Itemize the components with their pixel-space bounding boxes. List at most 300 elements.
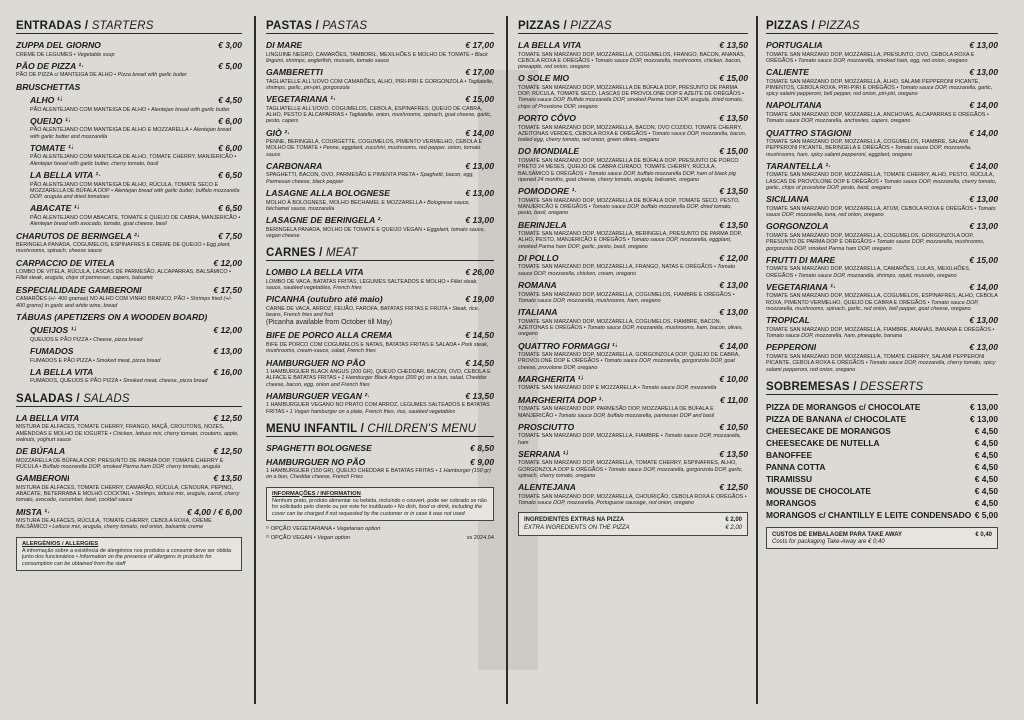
item-price: € 13,00 [969,342,998,353]
item-description: PÃO ALENTEJANO COM MANTEIGA DE ALHO, RÚCULA, TOMATE SECO E MOZZARELLA DE BÚFALA DOP • Alentejan bread with garlic butter, buffalo mozzarella DOP, arugula and dried tomatoes [30,181,240,201]
section-title: SALADAS [16,392,73,405]
item-name: POMODORE ¹⁾ [518,186,577,197]
item-price: € 6,50 [218,203,242,214]
item-description-en: Tomato sauce DOP, mozzarella [641,385,717,392]
desserts-list [766,401,998,521]
item-description-en: Pizza bread with garlic butter [117,72,187,79]
divider [254,16,256,704]
item-description: BIFE DE PORCO COM COGUMELOS E NATAS, BATATAS FRITAS E SALADA • Pork steak, mushrooms, cream-sauce, salad, French fries [266,341,489,355]
item-price: € 15,00 [465,94,494,105]
section-infantil: MENU INFANTIL / CHILDREN'S MENU [266,423,494,437]
item-price: € 13,00 [213,346,242,357]
item-name: PORTUGALIA [766,40,823,50]
item-description-pt: TOMATE SAN MARZANO DOP, MOZZARELLA, ATUM, CEBOLA ROXA E ORÉGÃOS [766,205,973,212]
item-price: € 4,00 / € 6,00 [187,506,242,517]
menu-item [16,258,242,282]
menu-item [766,161,998,191]
item-description-pt: TOMATE SAN MARZANO DOP, MOZZARELLA, FIAMBRE, ANANÁS, BANANA E ORÉGÃOS [766,326,991,333]
packaging-price: € 0,40 [975,531,992,538]
menu-item [266,161,494,185]
item-name: LOMBO LA BELLA VITA [266,267,364,278]
item-description-en: Alentejan bread with garlic butter and mozzarella [30,127,232,140]
item-name: DI POLLO [518,252,559,263]
menu-item [766,40,998,64]
item-description-pt: BIFE DE PORCO COM COGUMELOS E NATAS, BATATAS FRITAS E SALADA [266,341,457,348]
item-price: € 13,50 [719,40,748,50]
section-title: PIZZAS [766,20,809,32]
item-description: TOMATE SAN MARZANO DOP, MOZZARELLA, ALHO, SALAMI PEPPERONI PICANTE, PIMENTOS, CEBOLA ROXA, PIRI-PIRI E ORÉGÃOS • Tomato sauce DOP, mozzarella, garlic, spicy salami pepperoni, bell pepper, red onion, piri-piri, oregano [766,78,993,98]
item-name: PÃO DE PIZZA ¹⁾ [16,60,84,71]
menu-item [766,128,998,158]
item-name: CALIENTE [766,67,809,78]
item-description-pt: TOMATE SAN MARZANO DOP, MOZZARELLA, CHOURIÇÃO, CEBOLA ROXA E ORÉGÃOS [518,493,744,500]
menu-item [518,280,748,304]
item-description-pt: TOMATE SAN MARZANO DOP, MOZZARELLA, BACON, OVO COZIDO, TOMATE CHERRY, AZEITONAS VERDES, CEBOLA ROXA E ORÉGÃOS [518,124,742,137]
item-description-pt: TOMATE SAN MARZANO DOP, MOZZARELLA, TOMATE CHERRY, SALAMI PEPPERONI PICANTE, CEBOLA ROXA E ORÉGÃOS [766,353,985,367]
divider [506,16,508,704]
item-description-en: Smoked meat, cheese, pizza bread [122,378,208,385]
section-subtitle: PASTAS [322,20,368,32]
item-name: PEPPERONI [766,342,817,353]
item-name: TOMATE ¹⁾ [30,142,73,153]
item-description-pt: BERINGELA PANADA, MOLHO DE TOMATE E QUEIJO VEGAN [266,226,422,233]
menu-item [16,473,242,503]
item-name: CHARUTOS DE BERINGELA ²⁾ [16,230,139,241]
section-subtitle: SALADS [83,392,130,405]
item-description-pt: 1 HAMBURGUER (150 GR), QUEIJO CHEDDAR E BATATAS FRITAS [266,468,435,475]
item-name: FRUTTI DI MARE [766,254,836,265]
item-description-pt: TOMATE SAN MARZANO DOP, MOZZARELLA, COGUMELOS, GORGONZOLA DOP, PRESUNTO DE PARMA DOP E ORÉGÃOS [766,232,974,246]
item-description-pt: TOMATE SAN MARZANO DOP, MOZZARELLA, FIAMBRE [518,433,660,440]
item-price: € 17,00 [465,40,494,50]
item-description: TOMATE SAN MARZANO DOP, MOZZARELLA, COGUMELOS, FRANGO, BACON, ANANÁS, CEBOLA ROXA E ORÉGÃOS • Tomato sauce DOP, mozzarella, mushrooms, chicken, bacon, pineapple, red onion, oregano [518,51,746,71]
item-name: ROMANA [518,280,557,291]
dessert-item [766,425,998,437]
packaging-label: CUSTOS DE EMBALAGEM PARA TAKE AWAY [772,531,903,538]
item-description-en: Alentejan bread with garlic butter, buffalo mozzarella DOP, arugula and dried tomatoes [30,187,240,201]
item-price: € 14,00 [465,127,494,138]
item-description-pt: TOMATE SAN MARZANO DOP, MOZZARELLA, COGUMELOS, ESPINAFRES, ALHO, CEBOLA ROXA, PIMENTO VERMELHO, QUEIJO DE CABRA E ORÉGÃOS [766,293,998,306]
item-price: € 15,00 [969,254,998,265]
dessert-item [766,485,998,497]
item-price: € 13,00 [969,67,998,78]
dessert-item [766,449,998,461]
item-description-en: Tomato sauce DOP, mozzarella, mushrooms, ham, spicy salami pepperoni, eggplant, oregano [766,145,972,158]
item-description-pt: TAGLIATELLE ALL'UOVO, COGUMELOS, CEBOLA, ESPINAFRES, QUEIJO DE CABRA, ALHO, PESTO E ALCAPARRAS [266,105,483,118]
item-description-pt: PÃO DE PIZZA c/ MANTEIGA DE ALHO [16,72,113,79]
item-description-en: 1 Hamburger (150 gr) on a bun, Cheddar cheese, French Fries [266,468,491,481]
item-description-en: Tomato sauce DOP, mozzarella, cherry tomato, spicy salami pepperoni, red onion, oregano [766,360,996,373]
item-price: € 14,00 [719,340,748,351]
item-description-en: Tomato sauce DOP, mozzarella, eggplant, smoked Parma ham DOP, garlic, pesto, basil, oregano [518,237,732,250]
vegetarian-option-en: Vegetarian option [336,525,381,532]
item-price: € 14,50 [465,330,494,341]
allergies-title: ALERGÉNIOS / ALLERGIES [22,540,99,547]
item-description-en: Tomato sauce DOP, mozzarella, smoked ham, egg, red onion, oregano [798,57,968,64]
item-price: € 13,50 [719,448,748,459]
item-description: TOMATE SAN MARZANO DOP, MOZZARELLA, COGUMELOS, FIAMBRE E ORÉGÃOS • Tomato sauce DOP, mozzarella, mushrooms, ham, oregano [518,291,735,304]
dessert-item [766,413,998,425]
item-price: € 14,50 [465,357,494,368]
item-description: PÃO ALENTEJANO COM MANTEIGA DE ALHO, TOMATE CHERRY, MANJERICÃO • Alentejan bread with garlic butter, cherry tomato, basil [30,154,237,167]
item-description-en: Cheese, pizza bread [93,336,143,343]
item-description: MOZZARELLA DE BÚFALA DOP, PRESUNTO DE PARMA DOP, TOMATE CHERRY E RÚCULA • Buffalo mozzarella DOP, smoked Parma ham DOP, cherry tomato, arugula [16,457,224,470]
item-description-pt: PENNE, BERINGELA, COURGETTE, COGUMELOS, PIMENTO VERMELHO, CEBOLA E MOLHO DE TOMATE [266,139,483,152]
item-description-pt: TAGLIATELLE ALL'UOVO COM CAMARÕES, ALHO, PIRI-PIRI E GORGONZOLA [266,78,464,85]
dessert-name: MORANGOS [766,497,817,508]
item-description-en: Tomato sauce DOP, mozzarella, anchovies, capers, oregano [766,118,911,125]
item-description-en: Tomato sauce DOP, mozzarella, tuna, red onion, oregano [766,205,996,219]
section-pastas: PASTAS / PASTAS [266,20,494,34]
item-description-pt: TOMATE SAN MARZANO DOP, MOZZARELLA, COGUMELOS, FIAMBRE E ORÉGÃOS [518,291,732,298]
menu-item [766,67,998,97]
section-pizzas-2: PIZZAS / PIZZAS [766,20,998,34]
item-description-pt: CREME DE LEGUMES [16,51,73,58]
item-description-pt: MOZZARELLA DE BÚFALA DOP, PRESUNTO DE PARMA DOP, TOMATE CHERRY E RÚCULA [16,457,224,470]
item-description-pt: MISTURA DE ALFACES, TOMATE CHERRY, FRANGO, MAÇÃ, CROUTONS, NOZES, AMÊNDOAS E MOLHO DE IOGURTE [16,424,225,437]
item-description-en: Pork steak, mushrooms, cream-sauce, salad, French fries [266,341,489,355]
menu-item [266,267,494,291]
menu-item [16,446,242,470]
item-description-pt: TOMATE SAN MARZANO DOP, MOZZARELLA, TOMATE CHERRY, ESPINAFRES, ALHO, GORGONZOLA DOP E ORÉGÃOS [518,460,737,473]
item-description-pt: TOMATE SAN MARZANO DOP, MOZZARELLA, ANCHOVAS, ALCAPARRAS E ORÉGÃOS [766,111,986,118]
item-description-pt: TOMATE SAN MARZANO DOP, MOZZARELLA, TOMATE CHERRY, ALHO, PESTO, RÚCULA, LASCAS DE PROVOLONE DOP E ORÉGÃOS [766,172,994,185]
item-description-pt: TOMATE SAN MARZANO DOP, MOZZARELLA, COGUMELOS, FRANGO, BACON, ANANÁS, CEBOLA ROXA E ORÉGÃOS [518,51,746,64]
item-price: € 6,50 [218,170,242,181]
item-name: HAMBURGUER NO PÃO [266,456,366,467]
item-name: HAMBURGUER NO PÃO [266,357,366,368]
item-name: QUEIJO ¹⁾ [30,115,70,126]
item-description: MISTURA DE ALFACES, TOMATE CHERRY, FRANGO, MAÇÃ, CROUTONS, NOZES, AMÊNDOAS E MOLHO DE IOGURTE • Chicken, lettuce mix, cherry tomato, croutons, apple, walnuts, yoghurt sauce [16,424,239,443]
item-description: TOMATE SAN MARZANO DOP, MOZZARELLA, TOMATE CHERRY, ESPINAFRES, ALHO, GORGONZOLA DOP E ORÉGÃOS • Tomato sauce DOP, mozzarella, gorgonzola DOP, garlic, spinach, cherry tomato, oregano [518,460,743,479]
menu-item [266,128,494,158]
section-carnes: CARNES / MEAT [266,247,494,261]
item-description-en: Tomato sauce DOP, buffalo mozzarella DOP, ham of black pig ripened 24 months, goat cheese, cherry tomato, arugula, balsamic, oregano [518,170,736,183]
menu-item [16,367,242,385]
item-description-en: Tomato sauce DOP, mozzarella, Portuguese sausage, red onion, oregano [518,500,694,507]
dessert-price: € 4,50 [974,425,998,436]
menu-item [16,170,242,200]
column-3 [518,14,748,714]
item-description-en: Tomato sauce DOP, mozzarella, ham, pineapple, banana [766,333,903,340]
section-subtitle: STARTERS [91,20,154,32]
item-description: QUEIJOS E PÃO PIZZA • Cheese, pizza bread [30,336,143,343]
item-description: MISTURA DE ALFACES, RÚCULA, TOMATE CHERRY, CEBOLA ROXA, CREME BALSÂMICO • Lettuce mix, arugula, cherry tomato, red onion, balsamic creme [16,518,212,531]
item-description: LOMBO DE VITELA, RÚCULA, LASCAS DE PARMESÃO, ALCAPARRAS, BALSÂMICO • Fillet steak, arugula, chips of parmesan, capers, balsamic [16,269,231,282]
menu-item [518,374,748,392]
menu-item [266,358,494,388]
item-description: 1 HAMBURGUER BLACK ANGUS (200 GR), QUEIJO CHEDDAR, BACON, OVO, CEBOLA E ALFACE E BATATAS FRITAS • 1 Hamburger Black Angus (200 gr) on a bun, salad, Cheddar cheese, bacon, egg, onion and French fries [266,369,491,388]
item-description-pt: TOMATE SAN MARZANO DOP, MOZZARELLA, COGUMELOS, FIAMBRE, SALAMI PEPPERONI PICANTE, BERINGELA E ORÉGÃOS [766,139,969,152]
item-description: PÃO ALENTEJANO COM ABACATE, TOMATE E QUEIJO DE CABRA, MANJERICÃO • Alentejan bread with avocado, tomato, goat cheese, basil [30,214,241,228]
packaging-label-en: Costs for packaging Take-Away are € 0,40 [772,538,885,545]
item-name: HAMBURGUER VEGAN ²⁾ [266,390,370,401]
item-description-pt: PÃO ALENTEJANO COM MANTEIGA DE ALHO [30,106,147,113]
item-price: € 13,50 [719,186,748,197]
item-price: € 14,00 [969,100,998,111]
item-name: GORGONZOLA [766,221,829,232]
menu-item [518,449,748,479]
dessert-item [766,461,998,473]
section-subtitle: MEAT [325,247,358,260]
item-name: GIÒ ²⁾ [266,127,290,138]
item-description-pt: MOLHO À BOLOGNESE, MOLHO BECHAMEL E MOZZARELLA [266,199,423,206]
column-4 [766,14,998,714]
dessert-name: MORANGOS c/ CHANTILLY E LEITE CONDENSADO [766,509,972,520]
item-price: € 17,00 [465,67,494,78]
item-description: TOMATE SAN MARZANO DOP, MOZZARELLA, FIAMBRE • Tomato sauce DOP, mozzarella, ham [518,433,741,446]
item-description-en: Smoked meat, pizza bread [96,357,161,364]
item-description: 1 HAMBURGUER (150 GR), QUEIJO CHEDDAR E BATATAS FRITAS • 1 Hamburger (150 gr) on a bun, Cheddar cheese, French Fries [266,468,491,481]
item-description-en: Tomato sauce DOP, mozzarella, bacon, boiled egg, cherry tomato, red onion, green olives, oregano [518,130,747,144]
item-description-en: Tomato sauce DOP, buffalo mozzarella DOP, dried tomato, pesto, basil, oregano [518,203,732,217]
menu-item [518,220,748,250]
item-name: GAMBERONI [16,473,70,484]
item-description-pt: BERINGELA PANADA, COGUMELOS, ESPINAFRES E CREME DE QUEIJO [16,242,202,249]
item-description: TOMATE SAN MARZANO DOP, MOZZARELLA, CHOURIÇÃO, CEBOLA ROXA E ORÉGÃOS • Tomato sauce DOP, mozzarella, Portuguese sausage, red onion, oregano [518,493,747,507]
extras-label-en: EXTRA INGREDIENTS ON THE PIZZA [524,525,630,532]
section-pizzas-1: PIZZAS / PIZZAS [518,20,748,34]
item-price: € 9,00 [470,456,494,467]
menu-item [518,186,748,216]
dessert-price: € 4,50 [974,437,998,448]
item-description: TOMATE SAN MARZANO DOP, MOZZARELLA, COGUMELOS, FIAMBRE, BACON, AZEITONAS E ORÉGÃOS • Tomato sauce DOP, mozzarella, mushrooms, ham, bacon, olives, oregano [518,318,744,338]
menu-item [766,282,998,312]
item-name: LA BELLA VITA [16,412,80,423]
item-name: LA BELLA VITA [30,366,94,377]
item-price: € 11,00 [719,394,748,405]
item-description-pt: QUEIJOS E PÃO PIZZA [30,336,89,343]
item-description-pt: TOMATE SAN MARZANO DOP, MOZZARELLA, FRANGO, NATAS E ORÉGÃOS [518,264,713,271]
dessert-price: € 4,50 [974,449,998,460]
item-price: € 13,50 [213,473,242,484]
item-description: TOMATE SAN MARZANO DOP, MOZZARELLA, COGUMELOS, ESPINAFRES, ALHO, CEBOLA ROXA, PIMENTO VERMELHO, QUEIJO DE CABRA E ORÉGÃOS • Tomato sauce DOP, mozzarella, mushrooms, spinach, garlic, red onion, bell pepper, goat cheese, oregano [766,293,998,313]
entradas-list [16,40,242,385]
menu-item [266,188,494,212]
item-description-pt: TOMATE SAN MARZANO DOP, MOZZARELLA, CAMARÕES, LULAS, MEXILHÕES, ORÉGÃOS [766,266,971,279]
item-description: TOMATE SAN MARZANO DOP, MOZZARELLA, COGUMELOS, FIAMBRE, SALAMI PEPPERONI PICANTE, BERINGELA E ORÉGÃOS • Tomato sauce DOP, mozzarella, mushrooms, ham, spicy salami pepperoni, eggplant, oregano [766,139,972,158]
menu-item [518,341,748,371]
item-description-en: Alentejan bread with garlic butter [151,106,230,113]
item-price: € 12,50 [213,412,242,423]
item-description: TAGLIATELLE ALL'UOVO COM CAMARÕES, ALHO, PIRI-PIRI E GORGONZOLA • Tagliatelle, shrimps, garlic, piri-piri, gorgonzola [266,78,494,91]
saladas-list [16,413,242,531]
item-description-en: Penne, eggplant, zucchini, mushrooms, red pepper, onion, tomato sauce [266,145,481,158]
item-name: BIFE DE PORCO ALLA CREMA [266,330,393,341]
menu-item [266,94,494,124]
vegetarian-option-label: OPÇÃO VEGETARIANA [270,525,332,532]
menu-item [766,255,998,279]
item-name: VEGETARIANA ¹⁾ [266,94,335,105]
item-description-en: Spaghetti, bacon, egg, Parmesan cheese, black pepper [266,172,474,185]
item-name: ABACATE ¹⁾ [30,203,79,214]
menu-item [16,346,242,364]
item-price: € 26,00 [465,267,494,278]
item-description-pt: LINGUINE NEGRO, CAMARÕES, TAMBORIL, MEXILHÕES E MOLHO DE TOMATE [266,51,470,58]
dessert-name: CHEESECAKE DE NUTELLA [766,437,880,448]
item-description-pt: CARNE DE VACA, ARROZ, FEIJÃO, FAROFA, BATATAS FRITAS E FRUTA [266,305,448,312]
item-description: PENNE, BERINGELA, COURGETTE, COGUMELOS, PIMENTO VERMELHO, CEBOLA E MOLHO DE TOMATE • Penne, eggplant, zucchini, mushrooms, red pepper, onion, tomato sauce [266,139,483,158]
item-name: PICANHA (outubro até maio) [266,294,383,305]
extras-box [518,512,748,536]
item-description-pt: TOMATE SAN MARZANO DOP, MOZZARELLA, BERINGELA, PRESUNTO DE PARMA DOP, ALHO, PESTO, MANJERICÃO E ORÉGÃOS [518,231,743,244]
item-price: € 13,00 [969,194,998,205]
menu-item [518,73,748,110]
section-saladas: SALADAS / SALADS [16,393,242,407]
item-description-en: Tomato sauce DOP, mozzarella, cherry tomato, garlic, chips of provolone DOP, pesto, basil, oregano [766,178,997,192]
menu-item [16,231,242,255]
section-title: MENU INFANTIL [266,423,358,436]
item-description: TOMATE SAN MARZANO DOP, MOZZARELLA DE BÚFALA DOP, PRESUNTO DE PARMA DOP, RÚCULA, TOMATE SECO, LASCAS DE PROVOLONE DOP E AZEITE DE ORÉGÃOS • Tomato sauce DOP, Buffalo mozzarella DOP, smoked Parma ham DOP, arugula, dried tomato, chips of Provolone DOP, oregano [518,84,745,110]
dessert-price: € 13,00 [970,413,998,424]
item-price: € 19,00 [465,294,494,305]
pastas-list [266,40,494,239]
infantil-list [266,443,494,481]
information-text: Nenhum prato, produto alimentar ou bebida, incluindo o couvert, pode ser cobrado se não for solicitado pelo cliente ou por este for inutilizado [272,497,487,511]
item-description-pt: TOMATE SAN MARZANO DOP, MOZZARELLA, GORGONZOLA DOP, QUEIJO DE CABRA, PROVOLONE DOP E ORÉGÃOS [518,352,740,365]
menu-item [766,315,998,339]
item-description-pt: TOMATE SAN MARZANO DOP E MOZZARELLA [518,385,637,392]
section-sobremesas: SOBREMESAS / DESSERTS [766,381,998,395]
menu-item [266,40,494,64]
menu-item [766,100,998,124]
item-name: VEGETARIANA ¹⁾ [766,281,835,292]
item-description-pt: TOMATE SAN MARZANO DOP, MOZZARELLA, ALHO, SALAMI PEPPERONI PICANTE, PIMENTOS, CEBOLA ROXA, PIRI-PIRI E ORÉGÃOS [766,78,980,91]
item-description-pt: FUMADOS, QUEIJOS E PÃO PIZZA [30,378,119,385]
dessert-name: PIZZA DE MORANGOS c/ CHOCOLATE [766,401,921,412]
section-title: PASTAS [266,20,313,32]
item-description-en: Tomato sauce DOP, mozzarella, garlic, spicy salami pepperoni, bell pepper, red onion, piri-piri, oregano [766,84,993,98]
item-price: € 14,00 [969,281,998,292]
menu-item [518,253,748,277]
item-price: € 13,50 [719,113,748,124]
item-description-en: Tomato sauce DOP, mozzarella, chicken, cream, oregano [518,264,736,277]
item-description-en: Tomato sauce DOP, mozzarella, mushrooms, ham, bacon, olives, oregano [518,324,744,338]
item-description-en: Tomato sauce DOP, mozzarella, shrimps, squid, mussels, oregano [798,272,957,279]
item-description-en: Tomato sauce DOP, mozzarella, gorgonzola DOP, goat cheese, provolone DOP, oregano [518,358,735,371]
menu-item [16,143,242,167]
item-note: (Picanha available from October till May) [266,319,393,327]
dessert-item [766,497,998,509]
menu-item [16,61,242,79]
item-name: CARPACCIO DE VITELA [16,257,115,268]
menu-item [16,507,242,531]
menu-item [518,422,748,446]
section-title: SOBREMESAS [766,380,850,393]
item-description: TOMATE SAN MARZANO DOP, MOZZARELLA, BACON, OVO COZIDO, TOMATE CHERRY, AZEITONAS VERDES, CEBOLA ROXA E ORÉGÃOS • Tomato sauce DOP, mozzarella, bacon, boiled egg, cherry tomato, red onion, green olives, oregano [518,124,747,144]
item-name: BRUSCHETTAS [16,81,81,92]
item-description-en: Tomato sauce DOP, Buffalo mozzarella DOP, smoked Parma ham DOP, arugula, dried tomato, chips of Provolone DOP, oregano [518,97,744,110]
item-name: LASAGNE DE BERINGELA ²⁾ [266,215,383,226]
item-name: FUMADOS [30,346,74,357]
item-description: TOMATE SAN MARZANO DOP, MOZZARELLA, COGUMELOS, GORGONZOLA DOP, PRESUNTO DE PARMA DOP E ORÉGÃOS • Tomato sauce DOP, mozzarella, mushrooms, gorgonzola DOP, smoked Parma ham DOP, oregano [766,232,985,252]
item-price: € 6,00 [218,142,242,153]
item-description: FUMADOS E PÃO PIZZA • Smoked meat, pizza bread [30,357,161,364]
item-description-en: 1 Hamburger Black Angus (200 gr) on a bun, salad, Cheddar cheese, bacon, egg, onion and French fries [266,375,487,388]
item-description: TOMATE SAN MARZANO DOP, MOZZARELLA, FIAMBRE, ANANÁS, BANANA E ORÉGÃOS • Tomato sauce DOP, mozzarella, ham, pineapple, banana [766,326,995,340]
dessert-price: € 4,50 [974,473,998,484]
item-description: MOLHO À BOLOGNESE, MOLHO BECHAMEL E MOZZARELLA • Bolognese sauce, béchamel sauce, mozzarella [266,199,470,212]
item-description: TOMATE SAN MARZANO DOP, PARMESÃO DOP, MOZZARELLA DE BÚFALA E MANJERICÃO • Tomato sauce DOP, buffalo mozzarella, parmesan DOP and basil [518,406,715,419]
menu-item [518,395,748,419]
item-description-en: Alentejan bread with avocado, tomato, goat cheese, basil [30,221,167,228]
item-description-pt: MISTURA DE ALFACES, RÚCULA, TOMATE CHERRY, CEBOLA ROXA, CREME BALSÂMICO [16,518,212,531]
section-title: ENTRADAS [16,20,82,32]
item-description-en: Buffalo mozzarella DOP, smoked Parma ham DOP, cherry tomato, arugula [42,463,221,470]
section-subtitle: CHILDREN'S MENU [367,423,477,436]
item-name: QUATTRO FORMAGGI ¹⁾ [518,340,617,351]
dessert-name: BANOFFEE [766,449,813,460]
menu-item [16,95,242,113]
dessert-name: CHEESECAKE DE MORANGOS [766,425,891,436]
item-description-en: Tomato sauce DOP, buffalo mozzarella, parmesan DOP and basil [558,412,715,419]
item-price: € 5,00 [218,60,242,71]
item-description: LINGUINE NEGRO, CAMARÕES, TAMBORIL, MEXILHÕES E MOLHO DE TOMATE • Black linguini, shrimps, anglerfish, mussels, tomato sauce [266,51,488,64]
item-description-pt: 1 HAMBURGUER BLACK ANGUS (200 GR), QUEIJO CHEDDAR, BACON, OVO, CEBOLA E ALFACE E BATATAS FRITAS [266,369,491,382]
item-name: NAPOLITANA [766,100,822,111]
vegan-option-en: Vegan option [317,534,350,541]
item-name: PROSCIUTTO [518,421,575,432]
item-price: € 13,00 [465,215,494,226]
item-description-pt: PÃO ALENTEJANO COM MANTEIGA DE ALHO, RÚCULA, TOMATE SECO E MOZZARELLA DE BÚFALA DOP [30,181,219,194]
item-price: € 13,50 [719,219,748,230]
extras-price: € 2,00 [725,517,742,524]
menu-item [16,312,242,323]
item-name: CARBONARA [266,160,323,171]
item-name: ALHO ¹⁾ [30,95,62,106]
item-description: MISTURA DE ALFACES, TOMATE CHERRY, CAMARÃO, RÚCULA, CENOURA, PEPINO, ABACATE, BETERRABA E MOLHO COCKTAIL • Shrimps, lettuce mix, arugula, carrot, cherry tomato, avocado, cucumber, beet, cocktail sauce [16,484,240,504]
item-description-en: Fillet steak, arugula, chips of parmesan, capers, balsamic [16,275,154,282]
item-name: ITALIANA [518,307,558,318]
menu-item [266,67,494,91]
item-price: € 13,00 [465,160,494,171]
item-description: TOMATE SAN MARZANO DOP, MOZZARELLA, ATUM, CEBOLA ROXA E ORÉGÃOS • Tomato sauce DOP, mozzarella, tuna, red onion, oregano [766,205,996,219]
menu-item [266,457,494,481]
menu-item [266,215,494,239]
item-description: 1 HAMBURGUER VEGANO NO PRATO COM ARROZ, LEGUMES SALTEADOS E BATATAS FRITAS • 1 Vegan hamburger on a plate, French fries, rice, sautéed vegetables [266,402,490,415]
item-price: € 14,00 [969,160,998,171]
item-name: BERINJELA [518,219,567,230]
item-description-en: Tomato sauce DOP, mozzarella, mushrooms, spinach, garlic, red onion, bell pepper, goat cheese, oregano [766,299,979,313]
item-description-pt: TOMATE SAN MARZANO DOP, MOZZARELLA DE BÚFALA DOP, TOMATE SECO, PESTO, MANJERICÃO E ORÉGÃOS [518,197,740,210]
item-description: PÃO ALENTEJANO COM MANTEIGA DE ALHO • Alentejan bread with garlic butter [30,106,230,113]
allergies-box: ALERGÉNIOS / ALLERGIES A informação sobre a existência de alergénios nos produtos a consumir deve ser obtida junto dos funcionários • Information on the presence of allergens in products for consumption can be obtained from the staff [16,537,242,571]
item-name: LA BELLA VITA ¹⁾ [30,170,101,181]
item-description: PÃO ALENTEJANO COM MANTEIGA DE ALHO E MOZZARELLA • Alentejan bread with garlic butter and mozzarella [30,127,232,140]
item-price: € 13,00 [719,280,748,291]
item-price: € 8,50 [470,443,494,454]
item-description-en: Shrimps fried (+/- 400 grams) in garlic and white wine, bread [16,296,232,309]
menu-item [518,482,748,506]
item-description: TAGLIATELLE ALL'UOVO, COGUMELOS, CEBOLA, ESPINAFRES, QUEIJO DE CABRA, ALHO, PESTO E ALCAPARRAS • Tagliatelle, onion, mushrooms, spinach, goat cheese, garlic, pesto, capers [266,105,492,125]
item-description-pt: SPAGHETTI, BACON, OVO, PARMESÃO E PIMENTA PRETA [266,172,416,179]
item-name: ESPECIALIDADE GAMBERONI [16,284,142,295]
item-description-en: 1 Vegan hamburger on a plate, French fries, rice, sautéed vegetables [289,408,456,415]
item-description-en: Tagliatelle, onion, mushrooms, spinach, goat cheese, garlic, pesto, capers [266,111,492,125]
item-description-pt: TOMATE SAN MARZANO DOP, PARMESÃO DOP, MOZZARELLA DE BÚFALA E MANJERICÃO [518,406,714,419]
item-name: LASAGNE ALLA BOLOGNESE [266,188,390,199]
section-entradas: ENTRADAS / STARTERS [16,20,242,34]
item-description: PÃO DE PIZZA c/ MANTEIGA DE ALHO • Pizza bread with garlic butter [16,72,187,79]
item-price: € 12,00 [213,325,242,336]
item-description-en: Bolognese sauce, béchamel sauce, mozzarella [266,199,470,212]
item-description-en: Chicken, lettuce mix, cherry tomato, croutons, apple, walnuts, yoghurt sauce [16,430,239,443]
item-price: € 13,00 [719,307,748,318]
item-description: BERINGELA PANADA, MOLHO DE TOMATE E QUEIJO VEGAN • Eggplant, tomato sauce, vegan cheese [266,226,485,239]
item-description-en: Tomato sauce DOP, mozzarella, ham [518,433,741,446]
item-name: SICILIANA [766,194,809,205]
item-name: TÁBUAS (APETIZERS ON A WOODEN BOARD) [16,311,208,322]
